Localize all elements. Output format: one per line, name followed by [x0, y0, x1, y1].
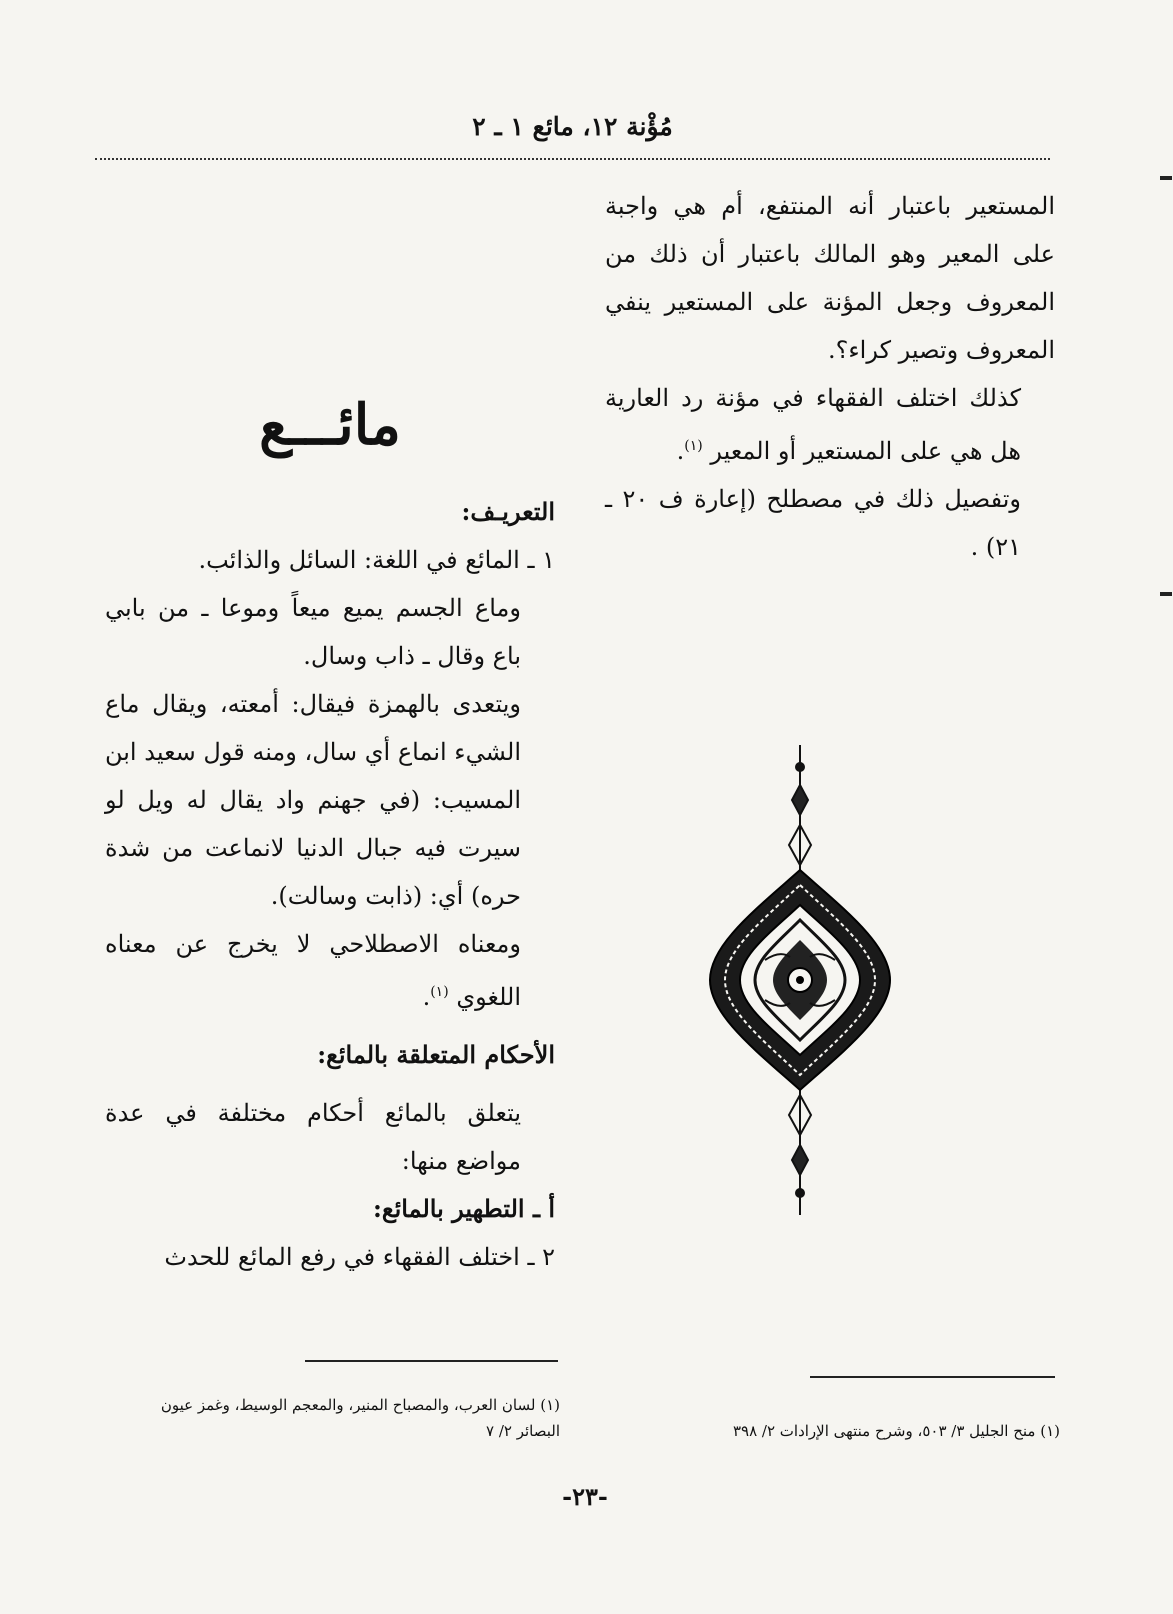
right-paragraph-2-end: .: [676, 437, 685, 465]
right-paragraph-1: المستعير باعتبار أنه المنتفع، أم هي واجبة على المعير وهو المالك باعتبار أن ذلك من المعروف وجعل المؤنة على المستعير ينفي المعروف وتصير كراء؟.: [605, 192, 1055, 364]
scan-edge-mark: [1160, 176, 1172, 180]
footnote-left: (١) لسان العرب، والمصباح المنير، والمعجم الوسيط، وغمز عيون البصائر ٢/ ٧: [160, 1396, 560, 1440]
left-paragraph-6: ٢ ـ اختلف الفقهاء في رفع المائع للحدث: [164, 1243, 555, 1271]
left-paragraph-5: يتعلق بالمائع أحكام مختلفة في عدة مواضع منها:: [105, 1099, 521, 1175]
right-paragraph-2: [605, 374, 1055, 475]
header-dotted-rule: [95, 158, 1050, 160]
right-paragraph-2-text: كذلك اختلف الفقهاء في مؤنة رد العارية هل هي على المستعير أو المعير: [605, 384, 1021, 465]
ornament-icon: [705, 745, 895, 1215]
footnote-rule-right: [810, 1376, 1055, 1378]
definition-heading: التعريـف:: [461, 497, 555, 526]
left-paragraph-4-text: ومعناه الاصطلاحي لا يخرج عن معناه اللغوي: [105, 930, 521, 1011]
left-paragraph-1: ١ ـ المائع في اللغة: السائل والذائب.: [198, 546, 555, 574]
left-paragraph-4: [105, 920, 555, 1021]
entry-title: مائـــع: [259, 392, 401, 458]
footnote-ref: (١): [684, 438, 703, 454]
right-column: [605, 182, 1055, 571]
footnote-rule-left: [305, 1360, 558, 1362]
rulings-heading: الأحكام المتعلقة بالمائع:: [317, 1040, 555, 1069]
running-header: مُؤْنة ١٢، مائع ١ ـ ٢: [472, 112, 673, 141]
left-paragraph-4-end: .: [422, 983, 431, 1011]
left-column: [105, 488, 555, 1281]
sub-heading: أ ـ التطهير بالمائع:: [372, 1194, 555, 1223]
footnote-right: (١) منح الجليل ٣/ ٥٠٣، وشرح منتهى الإرادات ٢/ ٣٩٨: [732, 1422, 1060, 1440]
right-paragraph-3: وتفصيل ذلك في مصطلح (إعارة ف ٢٠ ـ ٢١) .: [605, 485, 1021, 561]
scan-edge-mark: [1160, 592, 1172, 596]
left-paragraph-3: ويتعدى بالهمزة فيقال: أمعته، ويقال ماع الشيء انماع أي سال، ومنه قول سعيد ابن المسيب: (في جهنم واد يقال له ويل لو سيرت فيه جبال الدنيا لانماعت من شدة حره) أي: (ذابت وسالت).: [104, 690, 521, 910]
page-number: -٢٣-: [562, 1482, 608, 1511]
left-paragraph-2: وماع الجسم يميع ميعاً وموعا ـ من بابي باع وقال ـ ذاب وسال.: [105, 594, 521, 670]
footnote-ref: (١): [430, 984, 449, 1000]
